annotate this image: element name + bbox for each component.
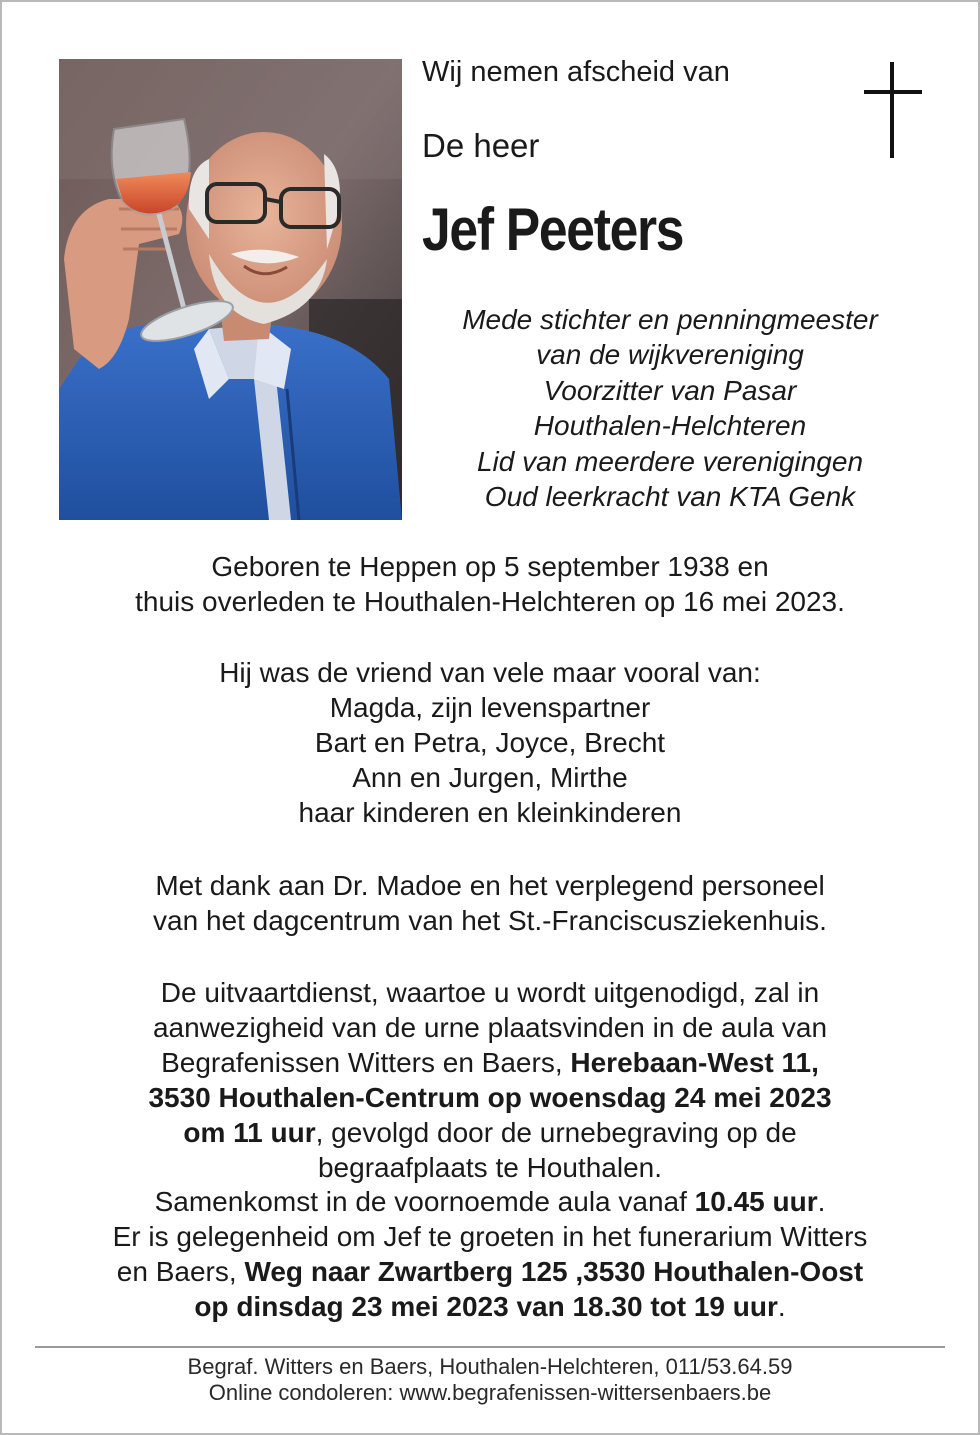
service-paragraph: [30, 976, 950, 1325]
text-line: Hij was de vriend van vele maar vooral van:: [219, 657, 761, 688]
text-line: haar kinderen en kleinkinderen: [298, 796, 682, 828]
footer-divider: [35, 1346, 945, 1348]
text-line: Geboren te Heppen op 5 september 1938 en: [211, 551, 769, 582]
role-line: Voorzitter van Pasar: [543, 374, 797, 406]
role-line: Oud leerkracht van KTA Genk: [484, 481, 856, 513]
text-part: .: [817, 1186, 826, 1218]
roles-list: [410, 302, 930, 514]
text-line: Met dank aan Dr. Madoe en het verplegend personeel: [155, 870, 825, 901]
intro-text: Wij nemen afscheid van: [422, 56, 730, 88]
text-line: [30, 1116, 950, 1151]
service-date-bold: 3530 Houthalen-Centrum op woensdag 24 mei 2023: [148, 1081, 832, 1113]
text-line: [30, 1081, 950, 1116]
visitation-date-bold: op dinsdag 23 mei 2023 van 18.30 tot 19 uur: [194, 1291, 778, 1323]
honorific: De heer: [422, 127, 540, 164]
text-part: , gevolgd door de urnebegraving op de: [315, 1116, 797, 1148]
role-line: Mede stichter en penningmeester: [462, 304, 878, 335]
footer: [30, 1354, 950, 1406]
funeral-home-line: Begraf. Witters en Baers, Houthalen-Helchteren, 011/53.64.59: [187, 1354, 793, 1379]
deceased-name: Jef Peeters: [422, 196, 684, 263]
role-line: Houthalen-Helchteren: [533, 410, 807, 442]
service-time-bold: om 11 uur: [183, 1116, 316, 1148]
text-line: begraafplaats te Houthalen.: [317, 1151, 663, 1183]
text-line: [30, 1046, 950, 1081]
text-line: Ann en Jurgen, Mirthe: [352, 761, 628, 793]
condolence-link[interactable]: Online condoleren: www.begrafenissen-wittersenbaers.be: [208, 1380, 772, 1405]
text-part: Begrafenissen Witters en Baers,: [161, 1046, 571, 1078]
text-part: Samenkomst in de voornoemde aula vanaf: [154, 1186, 695, 1218]
text-part: .: [777, 1291, 786, 1323]
role-line: Lid van meerdere verenigingen: [476, 445, 864, 477]
funerarium-address-bold: Weg naar Zwartberg 125 ,3530 Houthalen-Oost: [244, 1256, 864, 1288]
text-part: en Baers,: [116, 1256, 245, 1288]
text-line: De uitvaartdienst, waartoe u wordt uitgenodigd, zal in: [160, 977, 820, 1008]
text-line: van het dagcentrum van het St.-Franciscusziekenhuis.: [153, 904, 827, 936]
cross-icon: [864, 62, 922, 158]
thanks-paragraph: [30, 869, 950, 939]
portrait-photo: [59, 59, 402, 520]
text-line: aanwezigheid van de urne plaatsvinden in de aula van: [152, 1011, 828, 1043]
family-paragraph: [30, 656, 950, 831]
text-line: [30, 1255, 950, 1290]
text-line: Magda, zijn levenspartner: [329, 691, 651, 723]
address-bold: Herebaan-West 11,: [570, 1046, 819, 1078]
gathering-time-bold: 10.45 uur: [694, 1186, 818, 1218]
birth-death-paragraph: [30, 550, 950, 620]
text-line: [30, 1185, 950, 1220]
role-line: van de wijkvereniging: [536, 339, 804, 371]
text-line: thuis overleden te Houthalen-Helchteren op 16 mei 2023.: [135, 585, 845, 617]
text-line: Bart en Petra, Joyce, Brecht: [314, 726, 666, 758]
text-line: Er is gelegenheid om Jef te groeten in het funerarium Witters: [112, 1221, 868, 1253]
text-line: [30, 1290, 950, 1325]
